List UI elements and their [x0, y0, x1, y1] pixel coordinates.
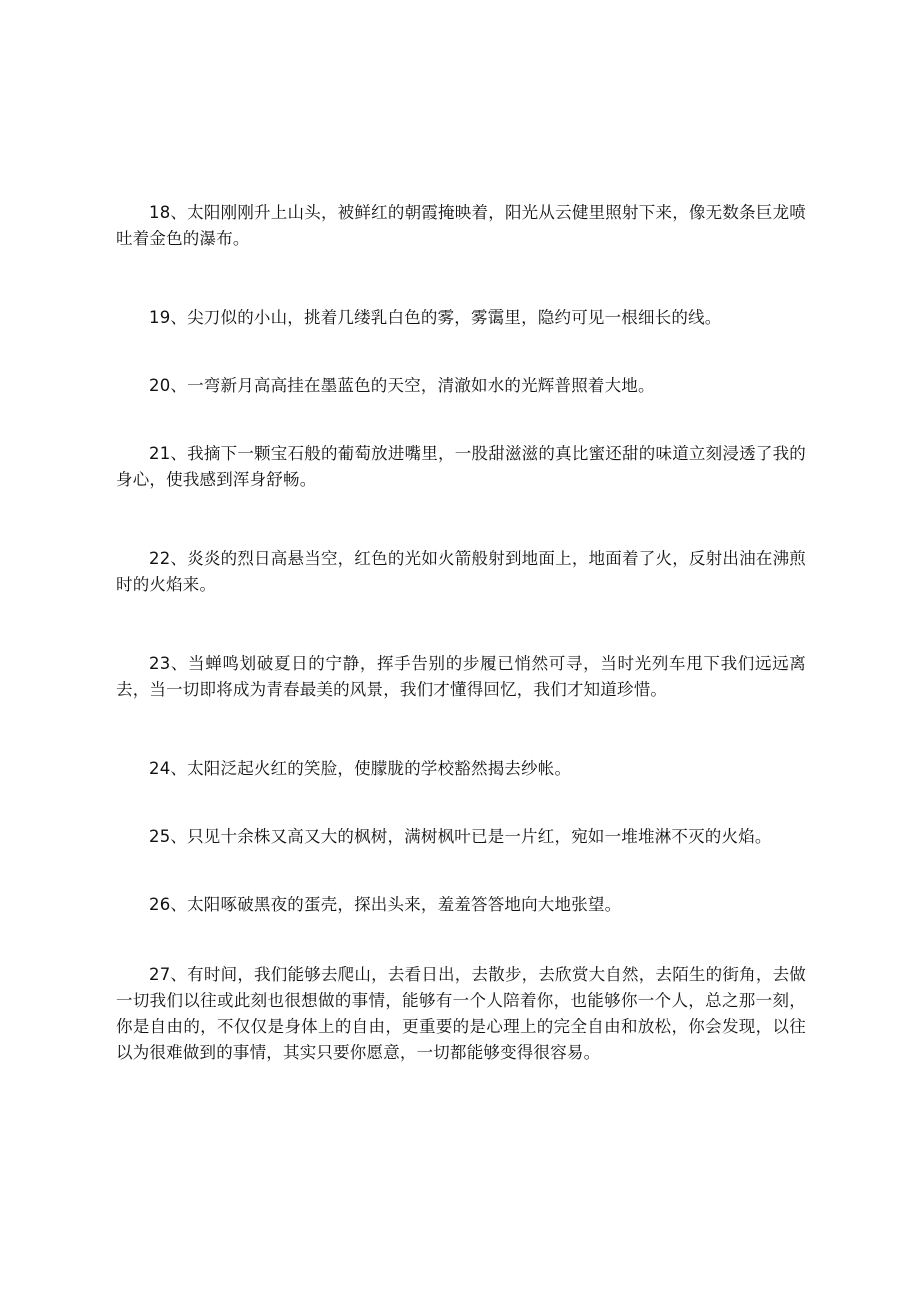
paragraph-19: 19、尖刀似的小山，挑着几缕乳白色的雾，雾霭里，隐约可见一根细长的线。 — [149, 308, 722, 327]
paragraph-24: 24、太阳泛起火红的笑脸，使朦胧的学校豁然揭去纱帐。 — [149, 759, 572, 778]
paragraph-23: 23、当蝉鸣划破夏日的宁静，挥手告别的步履已悄然可寻，当时光列车甩下我们远远离去，当一切即将成为青春最美的风景，我们才懂得回忆，我们才知道珍惜。 — [116, 654, 806, 699]
paragraph-18: 18、太阳刚刚升上山头，被鲜红的朝霞掩映着，阳光从云健里照射下来，像无数条巨龙喷吐着金色的瀑布。 — [116, 203, 806, 248]
paragraph-21: 21、我摘下一颗宝石般的葡萄放进嘴里，一股甜滋滋的真比蜜还甜的味道立刻浸透了我的身心，使我感到浑身舒畅。 — [116, 444, 806, 489]
paragraph-22: 22、炎炎的烈日高悬当空，红色的光如火箭般射到地面上，地面着了火，反射出油在沸煎时的火焰来。 — [116, 549, 806, 594]
paragraph-27: 27、有时间，我们能够去爬山，去看日出，去散步，去欣赏大自然，去陌生的街角，去做一切我们以往或此刻也很想做的事情，能够有一个人陪着你，也能够你一个人，总之那一刻，你是自由的，不仅仅是身体上的自由，更重要的是心理上的完全自由和放松，你会发现，以往以为很难做到的事情，其实只要你愿意，一切都能够变得很容易。 — [116, 965, 806, 1062]
paragraph-25: 25、只见十余株又高又大的枫树，满树枫叶已是一片红，宛如一堆堆淋不灭的火焰。 — [149, 827, 772, 846]
paragraph-26: 26、太阳啄破黑夜的蛋壳，探出头来，羞羞答答地向大地张望。 — [149, 895, 622, 914]
paragraph-20: 20、一弯新月高高挂在墨蓝色的天空，清澈如水的光辉普照着大地。 — [149, 376, 655, 395]
